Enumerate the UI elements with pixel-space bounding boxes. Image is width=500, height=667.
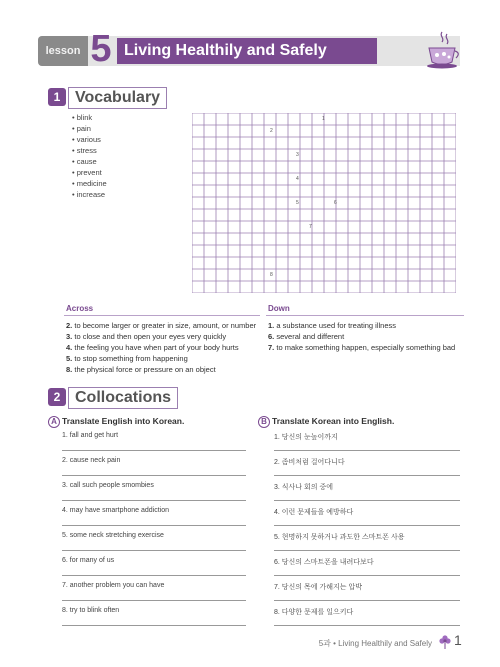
across-clues	[66, 320, 266, 375]
answer-line[interactable]	[62, 625, 246, 626]
prompt-item: 4. 이런 문제들을 예방하다	[274, 509, 354, 516]
prompt-item: 1. 당신의 눈높이까지	[274, 434, 338, 441]
answer-line[interactable]	[274, 575, 460, 576]
prompt-item: 4. may have smartphone addiction	[62, 507, 170, 514]
clue-item: 3. to close and then open your eyes very quickly	[66, 332, 227, 341]
answer-line[interactable]	[274, 600, 460, 601]
word-bank	[72, 112, 107, 200]
across-heading: Across	[66, 304, 94, 313]
prompt-item: 2. 좀비처럼 걸어다니다	[274, 459, 345, 466]
answer-line[interactable]	[274, 625, 460, 626]
prompt-item: 1. fall and get hurt	[62, 432, 119, 439]
footer-text: 5과 • Living Healthily and Safely	[318, 639, 432, 648]
part-b-heading: B Translate Korean into English.	[258, 416, 394, 428]
prompt-item: 3. 식사나 회의 중에	[274, 484, 334, 491]
word-bank-item: • increase	[72, 189, 107, 200]
section1-title: Vocabulary	[68, 87, 167, 109]
down-clues	[268, 320, 468, 353]
down-heading: Down	[268, 304, 290, 313]
prompt-item: 3. call such people smombies	[62, 482, 154, 489]
section2-number: 2	[48, 388, 66, 406]
section1-number: 1	[48, 88, 66, 106]
page-number: 1	[454, 632, 462, 648]
lesson-number: 5	[90, 28, 112, 70]
answer-line[interactable]	[62, 450, 246, 451]
prompt-item: 7. another problem you can have	[62, 582, 165, 589]
answer-line[interactable]	[274, 525, 460, 526]
clue-number: 5	[296, 200, 299, 206]
across-divider	[64, 315, 260, 316]
prompt-item: 2. cause neck pain	[62, 457, 121, 464]
clue-number: 4	[296, 176, 299, 182]
answer-line[interactable]	[62, 475, 246, 476]
word-bank-item: • pain	[72, 123, 107, 134]
clue-item: 5. to stop something from happening	[66, 354, 188, 363]
answer-line[interactable]	[274, 475, 460, 476]
prompt-item: 7. 당신의 목에 가해지는 압박	[274, 584, 362, 591]
clue-item: 1. a substance used for treating illness	[268, 321, 397, 330]
answer-line[interactable]	[274, 550, 460, 551]
prompt-item: 6. 당신의 스마트폰을 내려다보다	[274, 559, 374, 566]
prompt-item: 8. try to blink often	[62, 607, 120, 614]
clue-item: 8. the physical force or pressure on an object	[66, 365, 216, 374]
prompt-item: 6. for many of us	[62, 557, 115, 564]
lesson-label: lesson	[38, 36, 88, 66]
clue-item: 2. to become larger or greater in size, amount, or number	[66, 321, 257, 330]
clue-number: 8	[270, 272, 273, 278]
part-a-heading: A Translate English into Korean.	[48, 416, 184, 428]
page-title: Living Healthily and Safely	[124, 42, 327, 59]
answer-line[interactable]	[274, 450, 460, 451]
part-a-badge: A	[48, 416, 60, 428]
clue-number: 3	[296, 152, 299, 158]
section2-title: Collocations	[68, 387, 178, 409]
teacup-icon	[423, 28, 461, 70]
answer-line[interactable]	[62, 600, 246, 601]
clue-item: 6. several and different	[268, 332, 345, 341]
word-bank-item: • stress	[72, 145, 107, 156]
clue-number: 1	[322, 116, 325, 122]
answer-line[interactable]	[62, 550, 246, 551]
prompt-item: 5. 현명하지 못하거나 과도한 스마트폰 사용	[274, 534, 405, 541]
word-bank-item: • blink	[72, 112, 107, 123]
clue-item: 4. the feeling you have when part of your body hurts	[66, 343, 239, 352]
answer-line[interactable]	[62, 500, 246, 501]
part-b-badge: B	[258, 416, 270, 428]
word-bank-item: • medicine	[72, 178, 107, 189]
answer-line[interactable]	[62, 575, 246, 576]
answer-line[interactable]	[62, 525, 246, 526]
crossword-grid[interactable]	[192, 113, 456, 293]
clue-number: 6	[334, 200, 337, 206]
word-bank-item: • cause	[72, 156, 107, 167]
flower-icon	[437, 633, 453, 649]
clue-number: 2	[270, 128, 273, 134]
prompt-item: 5. some neck stretching exercise	[62, 532, 164, 539]
down-divider	[266, 315, 464, 316]
answer-line[interactable]	[274, 500, 460, 501]
prompt-item: 8. 다양한 문제를 일으키다	[274, 609, 354, 616]
clue-number: 7	[309, 224, 312, 230]
word-bank-item: • various	[72, 134, 107, 145]
clue-item: 7. to make something happen, especially something bad	[268, 343, 456, 352]
word-bank-item: • prevent	[72, 167, 107, 178]
